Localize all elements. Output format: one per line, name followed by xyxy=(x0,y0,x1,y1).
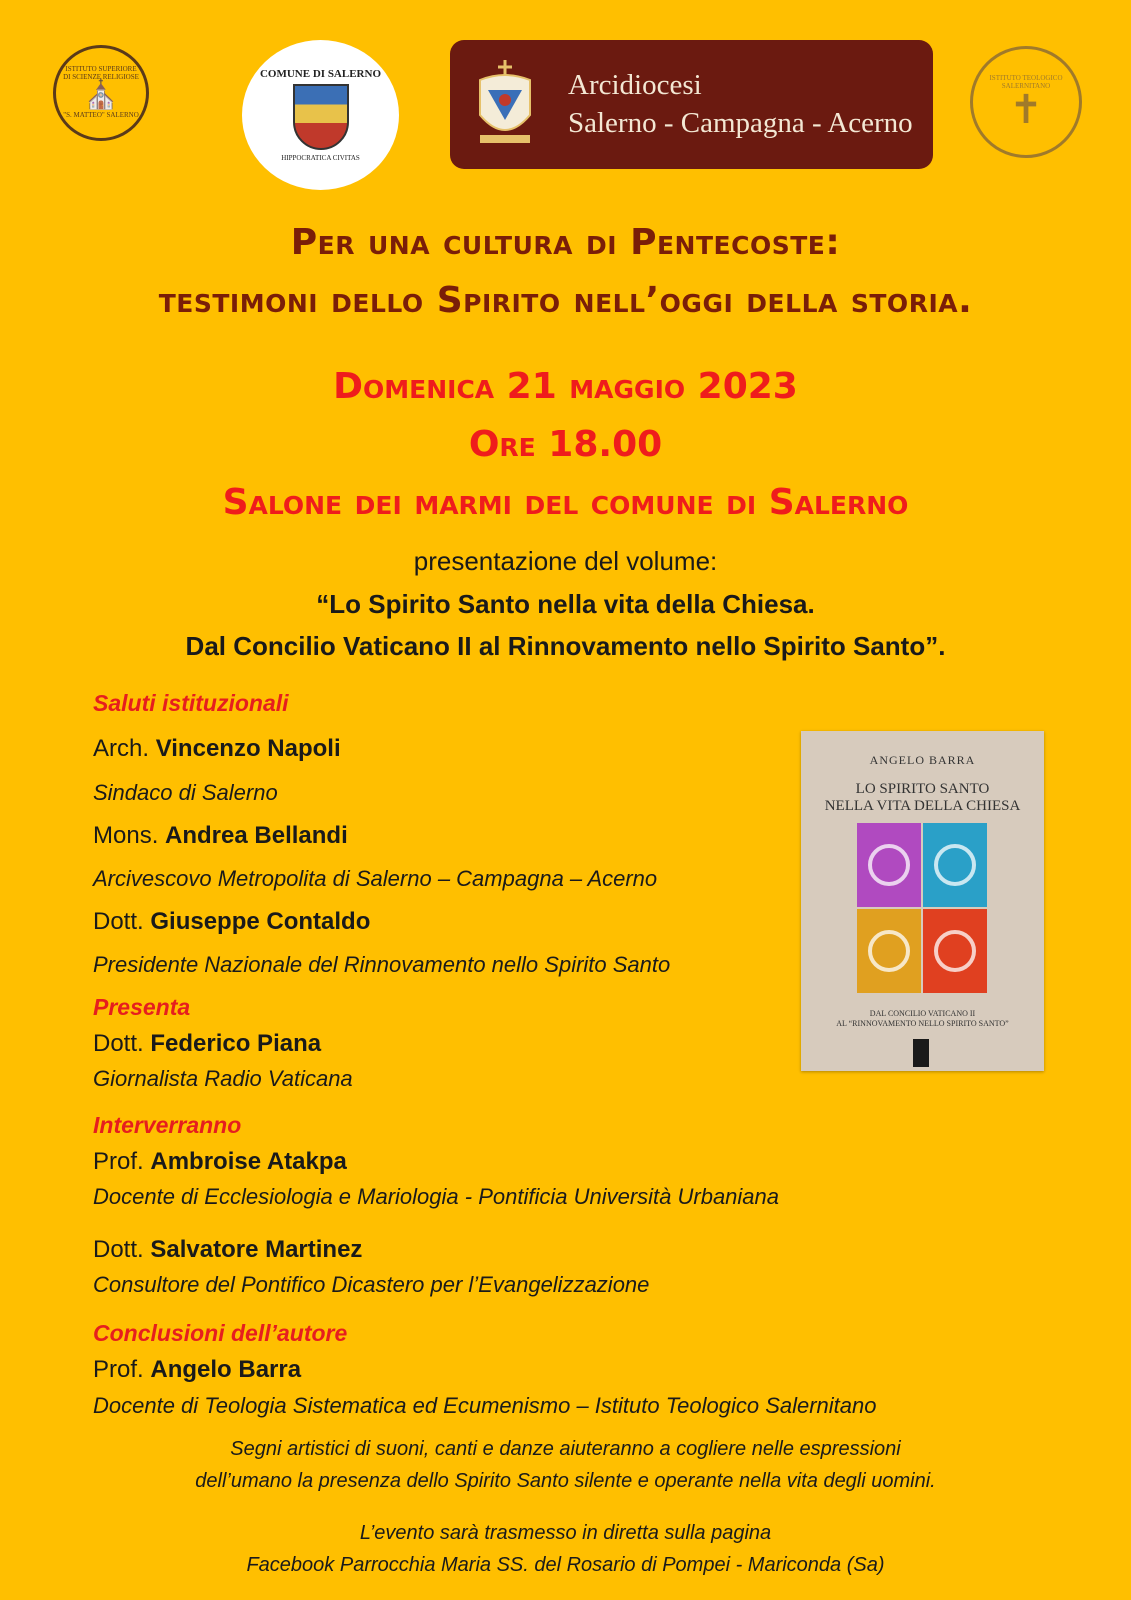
issr-seal-logo xyxy=(53,45,149,141)
presentation-intro: presentazione del volume: xyxy=(413,546,718,576)
speaker-name xyxy=(93,822,348,850)
arcidiocesi-line2: Salerno - Campagna - Acerno xyxy=(568,106,913,139)
speaker-role: Giornalista Radio Vaticana xyxy=(93,1066,353,1091)
title-line1: Per una cultura di Pentecoste: xyxy=(290,222,841,263)
title-line2: testimoni dello Spirito nell’oggi della storia. xyxy=(158,280,973,321)
speaker-fullname: Federico Piana xyxy=(150,1030,322,1057)
speaker-role: Presidente Nazionale del Rinnovamento nello Spirito Santo xyxy=(93,952,671,977)
footer-note-line2: dell’umano la presenza dello Spirito Santo silente e operante nella vita degli uomini. xyxy=(195,1470,936,1492)
speaker-fullname: Andrea Bellandi xyxy=(165,822,348,849)
arcidiocesi-logo xyxy=(450,40,933,169)
book-cover-author: ANGELO BARRA xyxy=(869,753,976,767)
speaker-role: Consultore del Pontifico Dicastero per l’Evangelizzazione xyxy=(93,1272,650,1297)
issr-seal-text: ISTITUTO SUPERIORE DI SCIENZE RELIGIOSE xyxy=(63,65,139,81)
comune-logo-top: COMUNE DI SALERNO xyxy=(259,68,381,80)
cross-icon: ✝ xyxy=(1009,88,1043,132)
dove-icon xyxy=(857,823,921,907)
speaker-name xyxy=(93,735,341,763)
speaker-fullname: Angelo Barra xyxy=(150,1356,302,1383)
speaker-title: Prof. xyxy=(93,1356,144,1383)
speaker-fullname: Salvatore Martinez xyxy=(150,1236,363,1263)
comune-logo-bottom: HIPPOCRATICA CIVITAS xyxy=(281,154,360,162)
speaker-role: Docente di Ecclesiologia e Mariologia - Pontificia Università Urbaniana xyxy=(93,1184,780,1209)
speaker-name xyxy=(93,1148,347,1176)
speaker-fullname: Giuseppe Contaldo xyxy=(150,908,371,935)
event-date: Domenica 21 maggio 2023 xyxy=(333,366,798,407)
section-presenta: Presenta xyxy=(93,994,191,1020)
book-cover-title1: LO SPIRITO SANTO xyxy=(855,781,990,797)
coat-of-arms-icon xyxy=(470,55,540,155)
event-time: Ore 18.00 xyxy=(468,424,663,465)
book-cover-title2: NELLA VITA DELLA CHIESA xyxy=(824,797,1021,814)
book-cover-image xyxy=(801,731,1044,1071)
issr-seal-sub: "S. MATTEO" SALERNO xyxy=(63,111,139,120)
its-seal-logo xyxy=(970,46,1082,158)
speaker-name xyxy=(93,1236,362,1264)
speaker-name xyxy=(93,1030,321,1058)
building-icon: ⛪ xyxy=(83,80,119,112)
footer-stream-line2: Facebook Parrocchia Maria SS. del Rosario di Pompei - Mariconda (Sa) xyxy=(246,1554,885,1576)
dove-icon xyxy=(857,909,921,993)
speaker-name xyxy=(93,908,370,936)
speaker-name xyxy=(93,1356,301,1384)
speaker-role: Sindaco di Salerno xyxy=(93,780,278,805)
speaker-fullname: Vincenzo Napoli xyxy=(155,735,341,762)
dove-icon xyxy=(923,909,987,993)
arcidiocesi-line1: Arcidiocesi xyxy=(568,68,702,101)
section-conclusioni: Conclusioni dell’autore xyxy=(93,1320,348,1346)
book-cover-artwork xyxy=(857,823,987,993)
speaker-title: Dott. xyxy=(93,1030,144,1057)
speaker-fullname: Ambroise Atakpa xyxy=(150,1148,347,1175)
speaker-title: Dott. xyxy=(93,908,144,935)
speaker-title: Arch. xyxy=(93,735,150,762)
book-title-line2: Dal Concilio Vaticano II al Rinnovamento nello Spirito Santo”. xyxy=(185,631,946,661)
section-interverranno: Interverranno xyxy=(93,1112,242,1138)
footer-note-line1: Segni artistici di suoni, canti e danze aiuteranno a cogliere nelle espressioni xyxy=(230,1438,901,1460)
book-title-line1: “Lo Spirito Santo nella vita della Chiesa. xyxy=(316,589,815,619)
publisher-logo-icon xyxy=(913,1039,929,1067)
speaker-title: Mons. xyxy=(93,822,159,849)
comune-salerno-logo xyxy=(242,40,399,190)
speaker-title: Dott. xyxy=(93,1236,144,1263)
speaker-role: Arcivescovo Metropolita di Salerno – Campagna – Acerno xyxy=(93,866,658,891)
section-saluti: Saluti istituzionali xyxy=(93,690,289,716)
event-place: Salone dei marmi del comune di Salerno xyxy=(222,482,909,523)
book-cover-sub2: AL “RINNOVAMENTO NELLO SPIRITO SANTO” xyxy=(836,1018,1009,1028)
its-seal-text: ISTITUTO TEOLOGICO SALERNITANO xyxy=(989,74,1063,90)
speaker-title: Prof. xyxy=(93,1148,144,1175)
book-cover-sub1: DAL CONCILIO VATICANO II xyxy=(869,1009,976,1018)
footer-stream-line1: L’evento sarà trasmesso in diretta sulla pagina xyxy=(359,1522,772,1544)
speaker-role: Docente di Teologia Sistematica ed Ecumenismo – Istituto Teologico Salernitano xyxy=(93,1393,877,1418)
dove-icon xyxy=(923,823,987,907)
shield-icon xyxy=(293,84,349,150)
